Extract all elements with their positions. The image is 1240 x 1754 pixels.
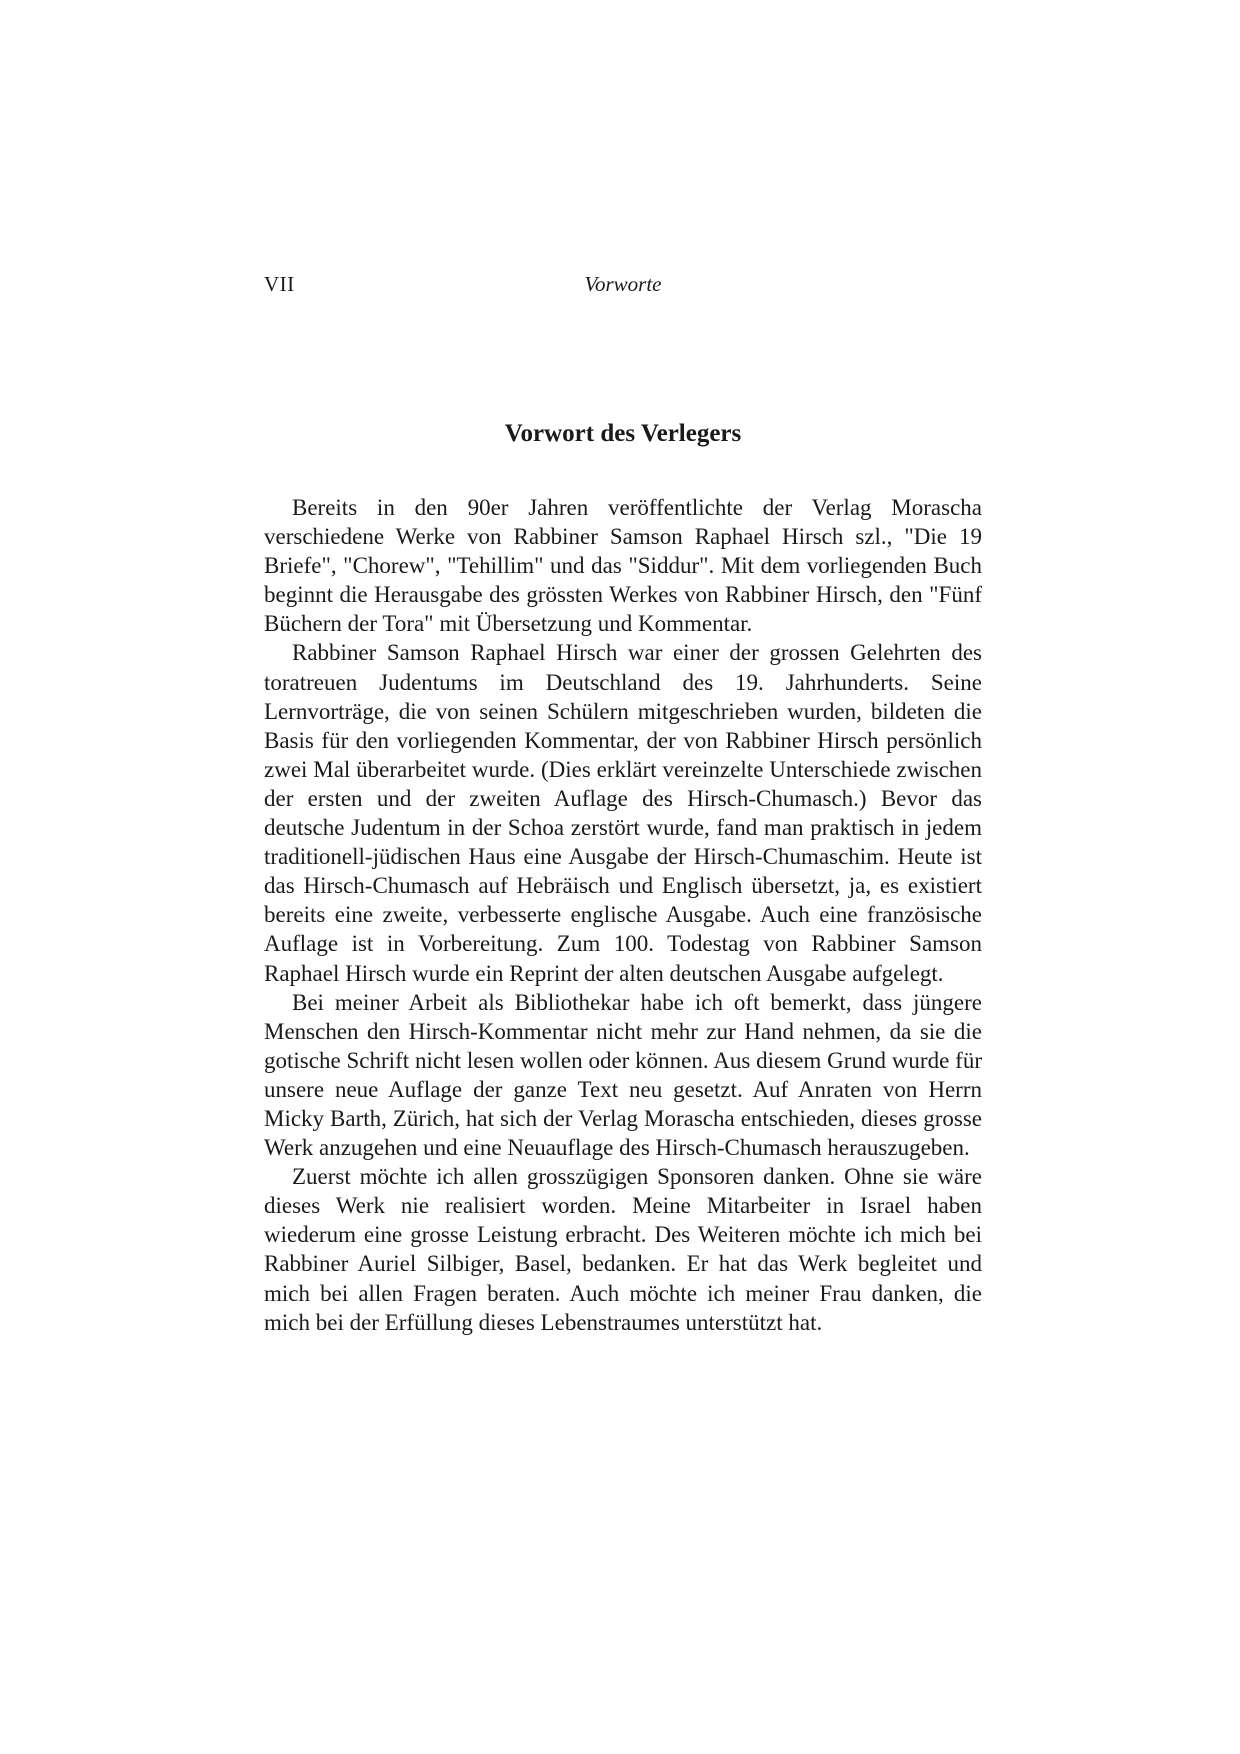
body-text xyxy=(264,493,982,1337)
running-head xyxy=(264,272,982,302)
paragraph: Bereits in den 90er Jahren veröffentlichte der Verlag Morascha verschiedene Werke von Rabbiner Samson Raphael Hirsch szl., "Die 19 Briefe", "Chorew", "Tehillim" und das "Siddur". Mit dem vorliegenden Buch beginnt die Herausgabe des grössten Werkes von Rabbiner Hirsch, den "Fünf Büchern der Tora" mit Übersetzung und Kommentar. xyxy=(264,495,982,637)
section-title: Vorwort des Verlegers xyxy=(504,420,742,447)
running-title: Vorworte xyxy=(584,272,662,296)
paragraph: Rabbiner Samson Raphael Hirsch war einer der grossen Gelehrten des toratreuen Judentums im Deutschland des 19. Jahrhunderts. Seine Lernvorträge, die von seinen Schülern mitgeschrieben wurden, bildeten die Basis für den vorliegenden Kommentar, der von Rabbiner Hirsch persönlich zwei Mal überarbeitet wurde. (Dies erklärt vereinzelte Unterschiede zwischen der ersten und der zweiten Auflage des Hirsch-Chumasch.) Bevor das deutsche Judentum in der Schoa zerstört wurde, fand man praktisch in jedem traditionell-jüdischen Haus eine Ausgabe der Hirsch-Chumaschim. Heute ist das Hirsch-Chumasch auf Hebräisch und Englisch übersetzt, ja, es existiert bereits eine zweite, verbesserte englische Ausgabe. Auch eine französische Auflage ist in Vorbereitung. Zum 100. Todestag von Rabbiner Samson Raphael Hirsch wurde ein Reprint der alten deutschen Ausgabe aufgelegt. xyxy=(264,640,982,986)
page-number: VII xyxy=(264,272,295,296)
paragraph: Zuerst möchte ich allen grosszügigen Sponsoren danken. Ohne sie wäre dieses Werk nie realisiert worden. Meine Mitarbeiter in Israel haben wiederum eine grosse Leistung erbracht. Des Weiteren möchte ich mich bei Rabbiner Auriel Silbiger, Basel, bedanken. Er hat das Werk begleitet und mich bei allen Fragen beraten. Auch möchte ich meiner Frau danken, die mich bei der Erfüllung dieses Lebenstraumes unterstützt hat. xyxy=(264,1164,982,1335)
paragraph: Bei meiner Arbeit als Bibliothekar habe ich oft bemerkt, dass jüngere Menschen den Hirsch-Kommentar nicht mehr zur Hand nehmen, da sie die gotische Schrift nicht lesen wollen oder können. Aus diesem Grund wurde für unsere neue Auflage der ganze Text neu gesetzt. Auf Anraten von Herrn Micky Barth, Zürich, hat sich der Verlag Morascha entschieden, dieses grosse Werk anzugehen und eine Neuauflage des Hirsch-Chumasch herauszugeben. xyxy=(264,989,982,1161)
